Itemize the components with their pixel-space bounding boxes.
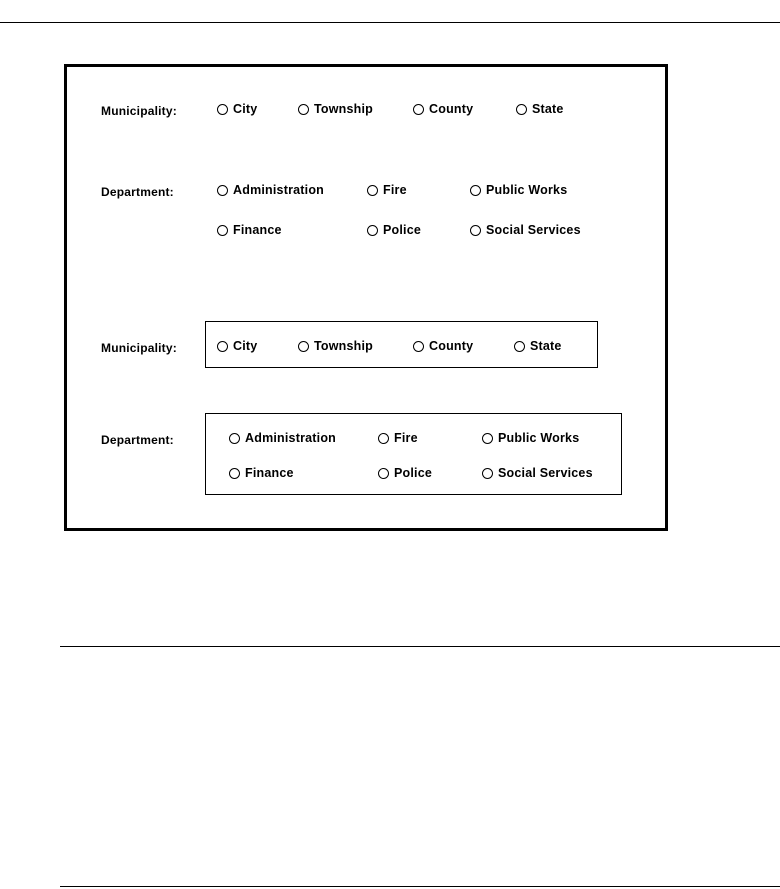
middle-divider (60, 646, 780, 647)
radio-department-fire[interactable]: Fire (367, 183, 407, 197)
radio-circle-icon (367, 225, 378, 236)
municipality-label: Municipality: (101, 104, 177, 118)
radio-circle-icon (413, 341, 424, 352)
radio-department-police[interactable]: Police (367, 223, 421, 237)
radio-grouped-department-social-services[interactable]: Social Services (482, 466, 593, 480)
bottom-divider (60, 886, 780, 887)
radio-municipality-township[interactable]: Township (298, 102, 373, 116)
radio-grouped-department-administration[interactable]: Administration (229, 431, 336, 445)
radio-circle-icon (470, 225, 481, 236)
radio-circle-icon (470, 185, 481, 196)
radio-grouped-municipality-city[interactable]: City (217, 339, 257, 353)
radio-circle-icon (229, 468, 240, 479)
radio-circle-icon (514, 341, 525, 352)
department-label-grouped: Department: (101, 433, 174, 447)
radio-circle-icon (378, 468, 389, 479)
radio-grouped-department-finance[interactable]: Finance (229, 466, 294, 480)
radio-grouped-municipality-township[interactable]: Township (298, 339, 373, 353)
department-group-box (205, 413, 622, 495)
radio-grouped-department-public-works[interactable]: Public Works (482, 431, 579, 445)
radio-grouped-municipality-state[interactable]: State (514, 339, 562, 353)
radio-department-public-works[interactable]: Public Works (470, 183, 567, 197)
department-label: Department: (101, 185, 174, 199)
radio-circle-icon (482, 433, 493, 444)
radio-municipality-county[interactable]: County (413, 102, 473, 116)
radio-circle-icon (229, 433, 240, 444)
radio-grouped-department-police[interactable]: Police (378, 466, 432, 480)
radio-circle-icon (217, 185, 228, 196)
radio-circle-icon (298, 341, 309, 352)
top-divider (0, 22, 780, 23)
radio-circle-icon (378, 433, 389, 444)
radio-municipality-city[interactable]: City (217, 102, 257, 116)
radio-circle-icon (217, 225, 228, 236)
radio-municipality-state[interactable]: State (516, 102, 564, 116)
radio-circle-icon (482, 468, 493, 479)
radio-department-administration[interactable]: Administration (217, 183, 324, 197)
radio-circle-icon (413, 104, 424, 115)
radio-circle-icon (516, 104, 527, 115)
radio-circle-icon (367, 185, 378, 196)
radio-grouped-municipality-county[interactable]: County (413, 339, 473, 353)
radio-circle-icon (298, 104, 309, 115)
municipality-label-grouped: Municipality: (101, 341, 177, 355)
radio-department-social-services[interactable]: Social Services (470, 223, 581, 237)
radio-grouped-department-fire[interactable]: Fire (378, 431, 418, 445)
radio-button-example-panel (64, 64, 668, 531)
radio-circle-icon (217, 104, 228, 115)
radio-department-finance[interactable]: Finance (217, 223, 282, 237)
radio-circle-icon (217, 341, 228, 352)
